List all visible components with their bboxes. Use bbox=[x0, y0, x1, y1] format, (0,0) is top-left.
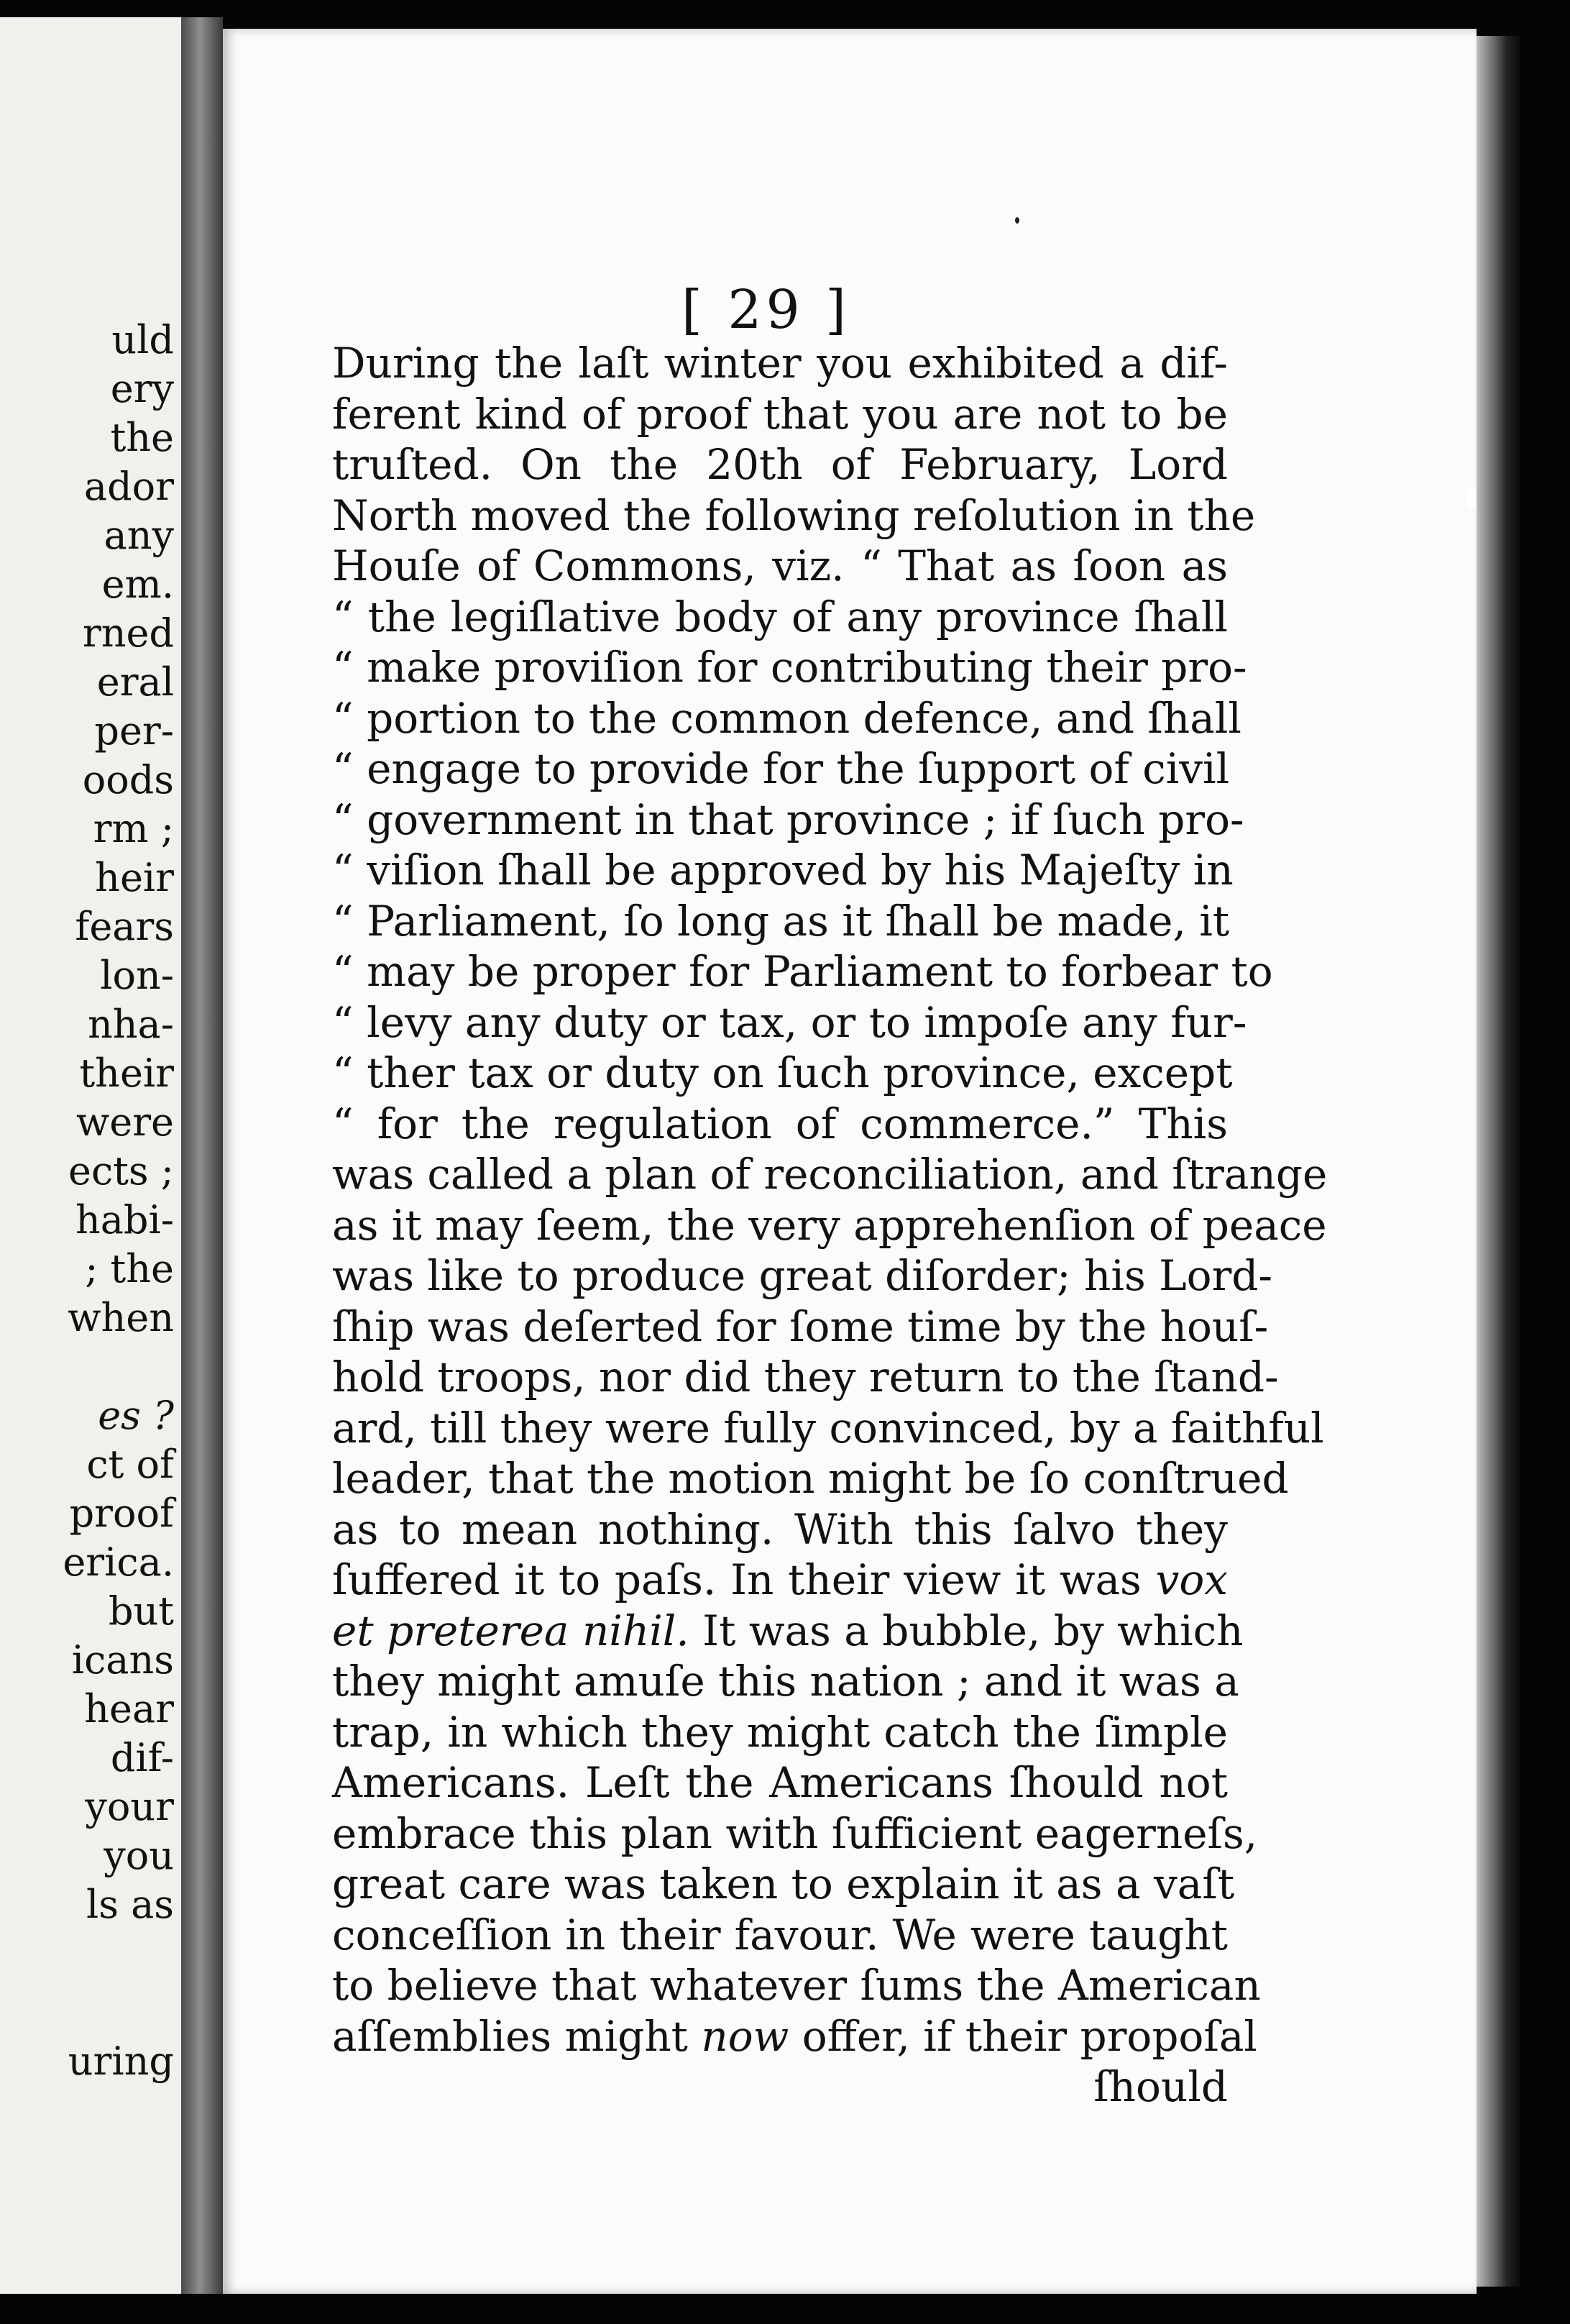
body-text bbox=[332, 338, 1328, 2113]
text-line: hold troops, nor did they return to the ſtand- bbox=[332, 1353, 1279, 1401]
text-line: was like to produce great diſorder; his Lord- bbox=[332, 1251, 1273, 1300]
text-line: Americans. Leſt the Americans ſhould not bbox=[332, 1758, 1228, 1807]
facing-page-line: lon- bbox=[100, 953, 174, 998]
catchword: ſhould bbox=[1093, 2062, 1228, 2111]
facing-page-line: fears bbox=[75, 904, 174, 949]
facing-page-line: hear bbox=[84, 1686, 174, 1731]
text-line: “ ther tax or duty on ſuch province, except bbox=[332, 1048, 1233, 1097]
facing-page-line: rned bbox=[82, 610, 174, 656]
facing-page-line: the bbox=[110, 415, 174, 460]
page-edge bbox=[1477, 36, 1520, 2287]
text-line: “ Parliament, ſo long as it ſhall be made, it bbox=[332, 896, 1230, 946]
facing-page-line: you bbox=[104, 1833, 174, 1878]
facing-page-line: rm ; bbox=[93, 806, 174, 851]
facing-page-line: your bbox=[85, 1784, 174, 1829]
facing-page-line: oods bbox=[82, 757, 174, 802]
facing-page-line: proof bbox=[69, 1491, 174, 1536]
text-line: “ make proviſion for contributing their pro- bbox=[332, 643, 1247, 692]
text-line: great care was taken to explain it as a vaſt bbox=[332, 1859, 1235, 1908]
facing-page-line: icans bbox=[71, 1637, 174, 1683]
facing-page-line: es ? bbox=[98, 1393, 174, 1438]
facing-page-line: uld bbox=[111, 317, 174, 362]
text-line: et preterea nihil. It was a bubble, by which bbox=[332, 1606, 1244, 1655]
facing-page-line: uring bbox=[68, 2039, 174, 2084]
facing-page-line: ; the bbox=[85, 1246, 174, 1291]
text-line: “ may be proper for Parliament to forbear to bbox=[332, 947, 1273, 996]
facing-page-line: dif- bbox=[110, 1735, 174, 1780]
facing-page-line: ct of bbox=[86, 1442, 174, 1487]
text-line: they might amuſe this nation ; and it was a bbox=[332, 1657, 1239, 1706]
text-line: “ levy any duty or tax, or to impoſe any fur- bbox=[332, 997, 1247, 1047]
text-line: ard, till they were fully convinced, by a faithful bbox=[332, 1403, 1324, 1452]
text-line: North moved the following reſolution in the bbox=[332, 490, 1256, 540]
facing-page-line: ery bbox=[110, 366, 174, 411]
facing-page-fragment bbox=[0, 17, 181, 2294]
text-line: truſted. On the 20th of February, Lord bbox=[332, 440, 1228, 489]
facing-page-line: but bbox=[108, 1588, 174, 1634]
text-line: ferent kind of proof that you are not to be bbox=[332, 389, 1228, 439]
facing-page-line: ador bbox=[83, 464, 174, 509]
facing-page-line: heir bbox=[95, 855, 174, 900]
facing-page-line: em. bbox=[101, 562, 174, 607]
text-line: “ the legiſlative body of any province ſhall bbox=[332, 592, 1228, 641]
facing-page-line: nha- bbox=[88, 1002, 174, 1047]
text-line: as it may ſeem, the very apprehenſion of peace bbox=[332, 1200, 1327, 1250]
text-line: ſhip was deſerted for ſome time by the houſ- bbox=[332, 1301, 1269, 1351]
text-line: “ viſion ſhall be approved by his Majeſty in bbox=[332, 846, 1234, 895]
facing-page-line: ls as bbox=[86, 1882, 174, 1927]
facing-page-line: were bbox=[76, 1099, 174, 1145]
text-line: ſuffered it to paſs. In their view it was vox bbox=[332, 1555, 1228, 1604]
text-line: leader, that the motion might be ſo conſtrued bbox=[332, 1454, 1289, 1503]
text-line: trap, in which they might catch the ſimple bbox=[332, 1707, 1228, 1757]
facing-page-line: when bbox=[68, 1295, 174, 1340]
facing-page-line: their bbox=[79, 1051, 174, 1096]
text-line: “ portion to the common defence, and ſhall bbox=[332, 693, 1241, 743]
text-line: to believe that whatever ſums the American bbox=[332, 1961, 1261, 2010]
page-number: [ 29 ] bbox=[681, 279, 850, 341]
text-line: as to mean nothing. With this ſalvo they bbox=[332, 1504, 1228, 1554]
text-line: embrace this plan with ſufficient eagerneſs, bbox=[332, 1808, 1258, 1858]
facing-page-line: erica. bbox=[63, 1540, 174, 1585]
text-line: Houſe of Commons, viz. “ That as ſoon as bbox=[332, 541, 1228, 590]
text-line: “ for the regulation of commerce.” This bbox=[332, 1099, 1228, 1148]
text-line: “ engage to provide for the ſupport of civil bbox=[332, 744, 1230, 793]
text-line: During the laſt winter you exhibited a dif- bbox=[332, 339, 1228, 388]
facing-page-line: eral bbox=[96, 659, 174, 705]
text-line: was called a plan of reconciliation, and ſtrange bbox=[332, 1150, 1328, 1199]
paper-speck bbox=[1015, 217, 1019, 224]
text-line: “ government in that province ; if ſuch pro- bbox=[332, 795, 1244, 844]
facing-page-line: per- bbox=[94, 708, 174, 754]
facing-page-line: habi- bbox=[75, 1197, 174, 1243]
facing-page-line: ects ; bbox=[68, 1148, 174, 1194]
book-gutter bbox=[181, 17, 223, 2294]
text-line: conceſſion in their favour. We were taught bbox=[332, 1910, 1228, 1959]
text-line: aſſemblies might now offer, if their propoſal bbox=[332, 2011, 1257, 2061]
facing-page-line: any bbox=[104, 513, 174, 558]
